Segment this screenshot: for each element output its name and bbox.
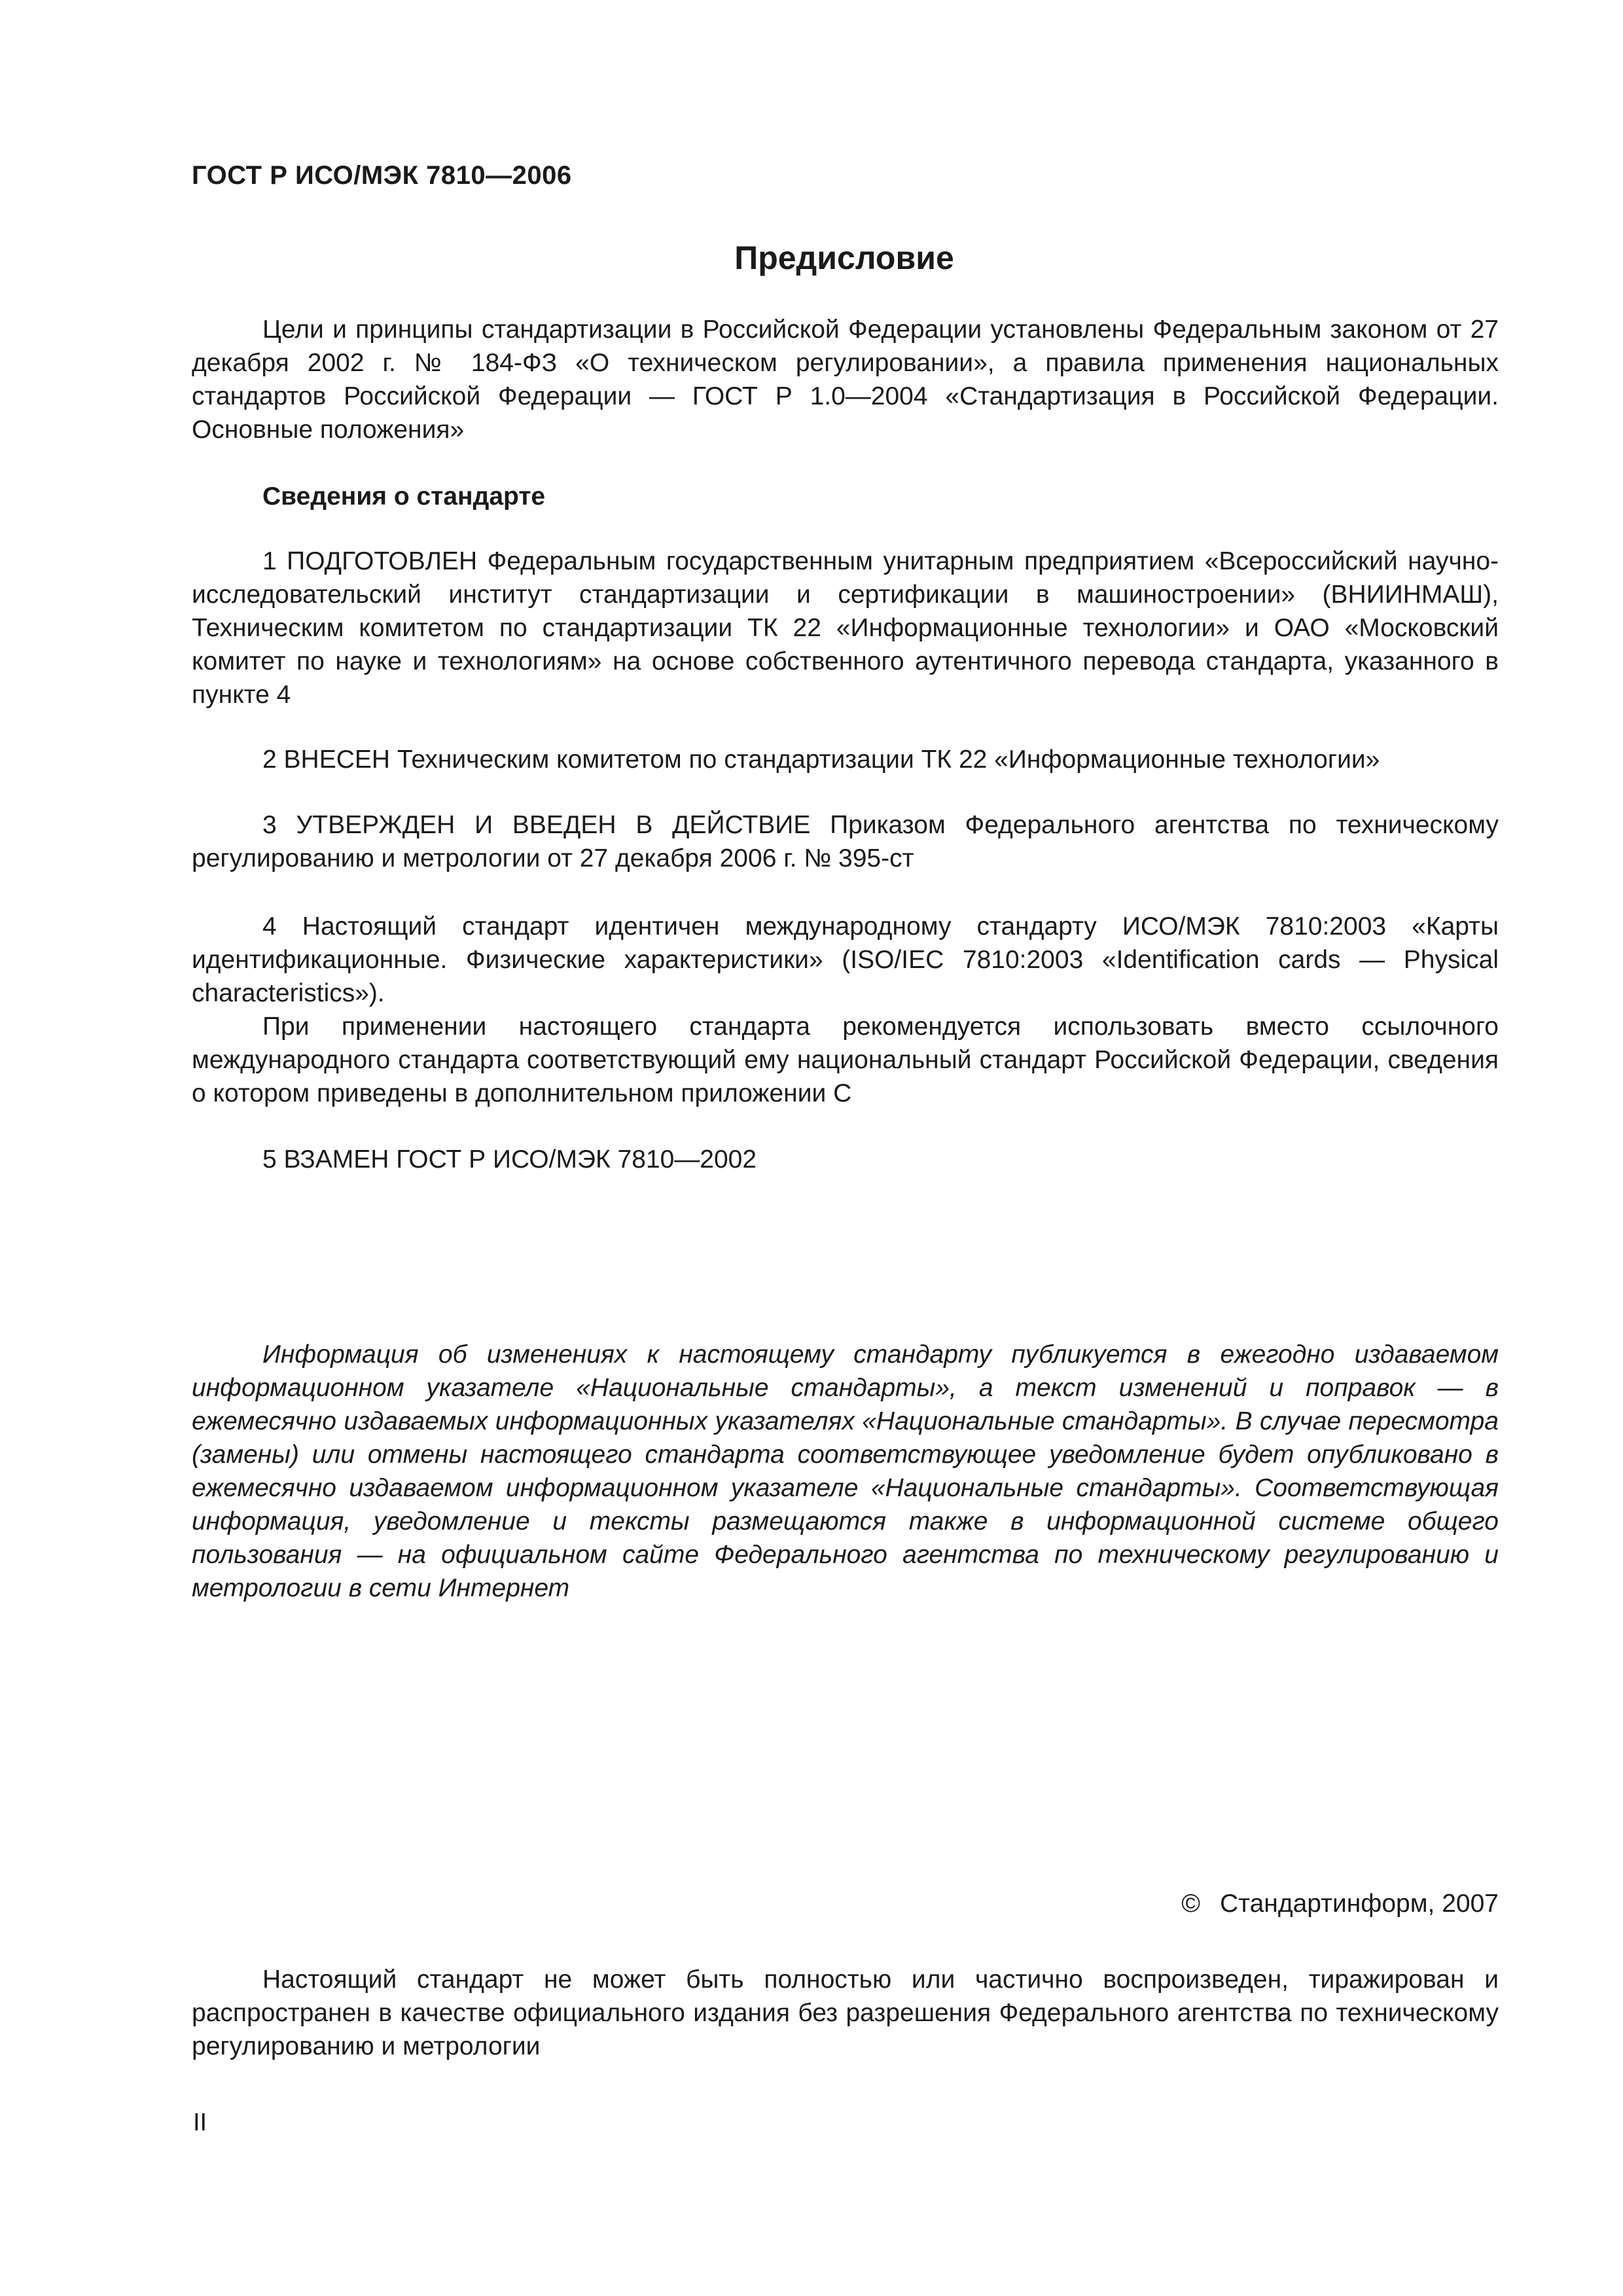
changes-information-paragraph: Информация об изменениях к настоящему стандарту публикуется в ежегодно издаваемом информационном указателе «Национальные стандарты», а текст изменений и поправок — в ежемесячно издаваемых информационных указателях «Национальные стандарты». В случае пересмотра (замены) или отмены настоящего стандарта соответствующее уведомление будет опубликовано в ежемесячно издаваемом информационном указателе «Национальные стандарты». Соответствующая информация, уведомление и тексты размещаются также в информационной системе общего пользования — на официальном сайте Федерального агентства по техническому регулированию и метрологии в сети Интернет <box>192 1340 1499 1602</box>
info-item-1: 1 ПОДГОТОВЛЕН Федеральным государственным унитарным предприятием «Всероссийский научно-исследовательский институт стандартизации и сертификации в машиностроении» (ВНИИНМАШ), Техническим комитетом по стандартизации ТК 22 «Информационные технологии» и ОАО «Московский комитет по науке и технологиям» на основе собственного аутентичного перевода стандарта, указанного в пункте 4 <box>192 547 1499 709</box>
info-item-4-note: При применении настоящего стандарта рекомендуется использовать вместо ссылочного международного стандарта соответствующий ему национальный стандарт Российской Федерации, сведения о котором приведены в дополнительном приложении С <box>192 1013 1499 1107</box>
standard-info-heading: Сведения о стандарте <box>262 482 546 511</box>
info-item-4: 4 Настоящий стандарт идентичен международному стандарту ИСО/МЭК 7810:2003 «Карты идентификационные. Физические характеристики» (ISO/IEC 7810:2003 «Identification cards — Physical characteristics»). <box>192 912 1499 1007</box>
copyright-line <box>1181 1890 1499 1918</box>
copyright-icon: © <box>1181 1890 1200 1918</box>
preface-title: Предисловие <box>734 240 954 276</box>
info-item-3: 3 УТВЕРЖДЕН И ВВЕДЕН В ДЕЙСТВИЕ Приказом Федерального агентства по техническому регулированию и метрологии от 27 декабря 2006 г. № 395-ст <box>192 811 1499 872</box>
copyright-holder: Стандартинформ, 2007 <box>1220 1890 1499 1918</box>
reproduction-notice: Настоящий стандарт не может быть полностью или частично воспроизведен, тиражирован и распространен в качестве официального издания без разрешения Федерального агентства по техническому регулированию и метрологии <box>192 1965 1499 2060</box>
info-item-2: 2 ВНЕСЕН Техническим комитетом по стандартизации ТК 22 «Информационные технологии» <box>262 745 1380 774</box>
page-number: II <box>193 2109 207 2136</box>
document-code: ГОСТ Р ИСО/МЭК 7810—2006 <box>192 161 572 190</box>
preface-intro-paragraph: Цели и принципы стандартизации в Российской Федерации установлены Федеральным законом от 27 декабря 2002 г. № 184-ФЗ «О техническом регулировании», а правила применения национальных стандартов Российской Федерации — ГОСТ Р 1.0—2004 «Стандартизация в Российской Федерации. Основные положения» <box>192 315 1499 444</box>
info-item-5: 5 ВЗАМЕН ГОСТ Р ИСО/МЭК 7810—2002 <box>262 1145 757 1174</box>
